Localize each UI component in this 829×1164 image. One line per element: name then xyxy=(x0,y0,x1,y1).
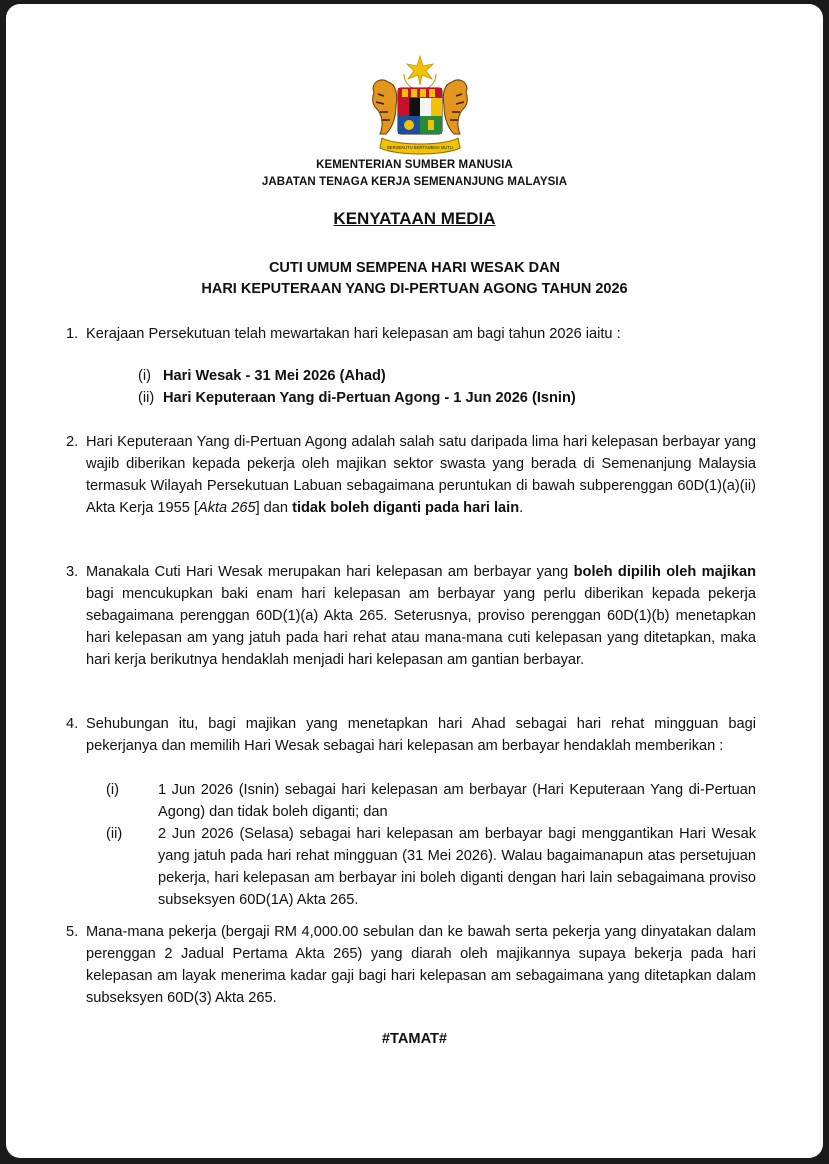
paragraph-text: Kerajaan Persekutuan telah mewartakan hari kelepasan am bagi tahun 2026 iaitu : xyxy=(86,326,621,342)
list-item-number: (ii) xyxy=(106,826,123,842)
department-name: JABATAN TENAGA KERJA SEMENANJUNG MALAYSIA xyxy=(261,176,568,188)
page-title: KENYATAAN MEDIA xyxy=(333,209,496,228)
paragraph-number: 1. xyxy=(66,326,79,342)
emphasis-text: boleh dipilih oleh majikan xyxy=(573,564,756,580)
paragraph-3 xyxy=(66,561,756,671)
ministry-name: KEMENTERIAN SUMBER MANUSIA xyxy=(316,159,513,171)
end-marker: #TAMAT# xyxy=(381,1031,448,1047)
paragraph-number: 3. xyxy=(66,564,79,580)
list-item-number: (i) xyxy=(138,368,151,384)
paragraph-number: 4. xyxy=(66,716,79,732)
paragraph-text: Mana-mana pekerja (bergaji RM 4,000.00 sebulan dan ke bawah serta pekerja yang dinyatakan dalam perenggan 2 Jadual Pertama Akta 265) yang diarah oleh majikannya supaya bekerja pada hari kelepasan am layak menerima kadar gaji bagi hari kelepasan am sebagaimana yang ditetapkan dalam subseksyen 60D(3) Akta 265. xyxy=(86,924,756,1006)
paragraph-text: Hari Keputeraan Yang di-Pertuan Agong adalah salah satu daripada lima hari kelepasan berbayar yang wajib diberikan kepada pekerja oleh majikan sektor swasta yang berada di Semenanjung Malaysia termasuk Wilayah Persekutuan Labuan sebagaimana peruntukan di bawah subperenggan 60D(1)(a)(ii) Akta Kerja 1955 [ xyxy=(86,434,756,516)
list-item-text: Hari Wesak - 31 Mei 2026 (Ahad) xyxy=(163,368,386,384)
paragraph-5 xyxy=(66,921,756,1009)
document-page xyxy=(6,4,823,1158)
subject-line-2: HARI KEPUTERAAN YANG DI-PERTUAN AGONG TAHUN 2026 xyxy=(201,281,628,297)
emphasis-text: tidak boleh diganti pada hari lain xyxy=(292,500,520,516)
paragraph-4 xyxy=(66,713,756,757)
list-item xyxy=(138,365,386,387)
list-item-text: 1 Jun 2026 (Isnin) sebagai hari kelepasan am berbayar (Hari Keputeraan Yang di-Pertuan Agong) dan tidak boleh diganti; dan xyxy=(158,782,756,820)
crest-motto: BERSEKUTU BERTAMBAH MUTU xyxy=(387,145,453,150)
paragraph-text: Manakala Cuti Hari Wesak merupakan hari kelepasan am berbayar yang xyxy=(86,564,574,580)
coat-of-arms-icon xyxy=(366,54,474,158)
paragraph-number: 5. xyxy=(66,924,79,940)
list-item-number: (i) xyxy=(106,782,119,798)
paragraph-text: bagi mencukupkan baki enam hari kelepasan am berbayar yang perlu diberikan kepada pekerja sebagaimana perenggan 60D(1)(a) Akta 265. Seterusnya, proviso perenggan 60D(1)(b) menetapkan hari kelepasan am yang jatuh pada hari rehat atau mana-mana cuti kelepasan yang ditetapkan, maka hari kerja berikutnya hendaklah menjadi hari kelepasan am gantian berbayar. xyxy=(86,586,756,668)
act-reference: Akta 265 xyxy=(197,500,256,516)
paragraph-text: Sehubungan itu, bagi majikan yang menetapkan hari Ahad sebagai hari rehat mingguan bagi pekerjanya dan memilih Hari Wesak sebagai hari kelepasan am berbayar hendaklah memberikan : xyxy=(86,716,756,754)
subject-line-1: CUTI UMUM SEMPENA HARI WESAK DAN xyxy=(268,260,561,276)
paragraph-2 xyxy=(66,431,756,519)
paragraph-number: 2. xyxy=(66,434,79,450)
list-item-text: 2 Jun 2026 (Selasa) sebagai hari kelepasan am berbayar bagi menggantikan Hari Wesak yang jatuh pada hari rehat mingguan (31 Mei 2026). Walau bagaimanapun atas persetujuan pekerja, hari kelepasan am berbayar ini boleh diganti dengan hari lain sebagaimana proviso subseksyen 60D(1A) Akta 265. xyxy=(158,826,756,908)
paragraph-text: ] dan xyxy=(255,500,293,516)
list-item-number: (ii) xyxy=(138,390,155,406)
paragraph-1 xyxy=(66,323,756,345)
list-item-text: Hari Keputeraan Yang di-Pertuan Agong - 1 Jun 2026 (Isnin) xyxy=(163,390,576,406)
list-item xyxy=(138,387,576,409)
paragraph-text: . xyxy=(519,500,524,516)
